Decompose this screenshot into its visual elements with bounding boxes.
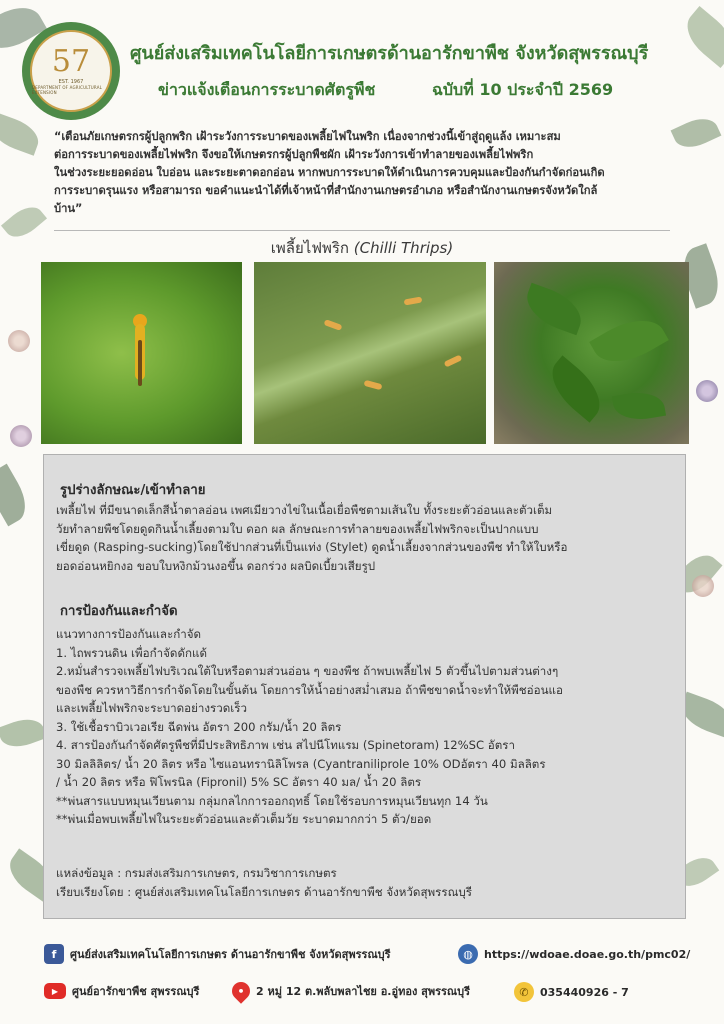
decorative-flower: [8, 330, 30, 352]
text-line: 4. สารป้องกันกำจัดศัตรูพืชที่มีประสิทธิภาพ เช่น สไปนีโทแรม (Spinetoram) 12%SC อัตรา: [56, 738, 515, 752]
pest-name-latin: (Chilli Thrips): [353, 239, 454, 257]
page-title: ศูนย์ส่งเสริมเทคโนโลยีการเกษตรด้านอารักขาพืช จังหวัดสุพรรณบุรี: [130, 43, 649, 64]
footer-youtube[interactable]: [44, 982, 199, 1000]
decorative-leaf: [0, 464, 34, 527]
issue-number: ฉบับที่ 10 ประจำปี 2569: [432, 80, 614, 99]
intro-line: “เตือนภัยเกษตรกรผู้ปลูกพริก เฝ้าระวังการระบาดของเพลี้ยไฟในพริก เนื่องจากช่วงนี้เข้าสู่ฤดูแล้ง เหมาะสม: [54, 130, 561, 143]
phone-icon: ✆: [514, 982, 534, 1002]
text-line: 30 มิลลิลิตร/ น้ำ 20 ลิตร หรือ ไซแอนทรานิลิโพรล (Cyantraniliprole 10% ODอัตรา 40 มิลลิตร: [56, 756, 546, 771]
text-line: 1. ไถพรวนดิน เพื่อกำจัดดักแด้: [56, 645, 208, 660]
text-line: แหล่งข้อมูล : กรมส่งเสริมการเกษตร, กรมวิชาการเกษตร: [56, 866, 337, 880]
location-pin-icon: •: [228, 978, 253, 1003]
footer-address: [232, 982, 470, 1000]
footer-website[interactable]: [458, 944, 690, 964]
decorative-leaf: [0, 713, 47, 752]
text-line: ยอดอ่อนหยิกงอ ขอบใบหงิกม้วนงอขึ้น ดอกร่วง ผลบิดเบี้ยวเสียรูป: [56, 558, 376, 573]
logo-dept: DEPARTMENT OF AGRICULTURAL EXTENSION: [32, 85, 103, 95]
footer-facebook[interactable]: [44, 944, 391, 964]
text-line: เพลี้ยไฟ ที่มีขนาดเล็กสีน้ำตาลอ่อน เพศเมียวางไข่ในเนื้อเยื่อพืชตามเส้นใบ ทั้งระยะตัวอ่อนและตัวเต็ม: [56, 503, 553, 517]
text-line: และเพลี้ยไฟพริกจะระบาดอย่างรวดเร็ว: [56, 701, 248, 715]
text-line: วัยทำลายพืชโดยดูดกินน้ำเลี้ยงตามใบ ดอก ผล ลักษณะการทำลายของเพลี้ยไฟพริกจะเป็นปากแบบ: [56, 521, 539, 536]
page-subtitle: ข่าวแจ้งเตือนการระบาดศัตรูพืช: [158, 80, 376, 99]
decorative-flower: [692, 575, 714, 597]
text-line: / น้ำ 20 ลิตร หรือ ฟิโพรนิล (Fipronil) 5% SC อัตรา 40 มล/ น้ำ 20 ลิตร: [56, 775, 422, 789]
text-line: เรียบเรียงโดย : ศูนย์ส่งเสริมเทคโนโลยีการเกษตร ด้านอารักขาพืช จังหวัดสุพรรณบุรี: [56, 884, 472, 899]
text-line: **พ่นเมื่อพบเพลี้ยไฟในระยะตัวอ่อนและตัวเต็มวัย ระบาดมากกว่า 5 ตัว/ยอด: [56, 812, 432, 826]
facebook-page-name: ศูนย์ส่งเสริมเทคโนโลยีการเกษตร ด้านอารักขาพืช จังหวัดสุพรรณบุรี: [70, 948, 391, 961]
section-heading-damage: รูปร่างลักษณะ/เข้าทำลาย: [60, 483, 206, 498]
intro-line: ในช่วงระยะยอดอ่อน ใบอ่อน และระยะตาดอกอ่อน หากพบการระบาดให้ดำเนินการควบคุมและป้องกันกำจัดก่อนเกิด: [54, 166, 605, 179]
photo-damaged-chilli-plant: [494, 262, 689, 444]
divider: [54, 230, 670, 231]
youtube-channel-name: ศูนย์อารักขาพืช สุพรรณบุรี: [72, 985, 200, 998]
logo-number: 57: [51, 44, 91, 79]
thrips-illustration: [129, 310, 151, 390]
youtube-icon: ▶: [44, 983, 66, 999]
source-credits: [56, 864, 676, 901]
intro-line: บ้าน”: [54, 202, 83, 215]
text-line: 3. ใช้เชื้อราบิวเวอเรีย ฉีดพ่น อัตรา 200 กรัม/น้ำ 20 ลิตร: [56, 719, 342, 734]
control-measures: [56, 625, 676, 829]
department-logo: [22, 22, 120, 120]
phone-number: 035440926 - 7: [540, 985, 629, 999]
text-line: ของพืช ควรหาวิธีการกำจัดโดยในขั้นต้น โดยการให้น้ำอย่างสม่ำเสมอ ถ้าพืชขาดน้ำจะทำให้พืชอ่อนแอ: [56, 682, 563, 697]
footer: [0, 936, 724, 1024]
pest-name-thai: เพลี้ยไฟพริก: [270, 239, 349, 257]
pest-name: [0, 236, 724, 260]
photo-thrips-nymphs: [254, 262, 486, 444]
logo-est: EST. 1967: [58, 79, 84, 85]
decorative-flower: [10, 425, 32, 447]
address-text: 2 หมู่ 12 ต.พลับพลาไชย อ.อู่ทอง สุพรรณบุรี: [256, 985, 471, 998]
section-heading-control: การป้องกันและกำจัด: [60, 604, 178, 619]
decorative-leaf: [0, 112, 43, 155]
facebook-icon: f: [44, 944, 64, 964]
info-box: [43, 454, 686, 919]
text-line: 2.หมั่นสำรวจเพลี้ยไฟบริเวณใต้ใบหรือตามส่วนอ่อน ๆ ของพืช ถ้าพบเพลี้ยไฟ 5 ตัวขึ้นไปตามส่วนต่างๆ: [56, 664, 559, 678]
damage-description: [56, 501, 676, 575]
text-line: เขี่ยดูด (Rasping-sucking)โดยใช้ปากส่วนที่เป็นแท่ง (Stylet) ดูดน้ำเลี้ยงจากส่วนของพืช ทำให้ใบหรือ: [56, 540, 568, 554]
photo-thrips-adult: [41, 262, 242, 444]
intro-warning: [54, 128, 670, 218]
globe-icon: ◍: [458, 944, 478, 964]
website-url: https://wdoae.doae.go.th/pmc02/: [484, 947, 691, 961]
decorative-leaf: [671, 112, 722, 154]
intro-line: ต่อการระบาดของเพลี้ยไฟพริก จึงขอให้เกษตรกรผู้ปลูกพืชผัก เฝ้าระวังการเข้าทำลายของเพลี้ยไฟพริก: [54, 148, 534, 161]
decorative-flower: [696, 380, 718, 402]
footer-phone[interactable]: [514, 982, 629, 1002]
text-line: แนวทางการป้องกันและกำจัด: [56, 627, 202, 641]
intro-line: การระบาดรุนแรง หรือสามารถ ขอคำแนะนำได้ที่เจ้าหน้าที่สำนักงานเกษตรอำเภอ หรือสำนักงานเกษตรจังหวัดใกล้: [54, 184, 598, 197]
text-line: **พ่นสารแบบหมุนเวียนตาม กลุ่มกลไกการออกฤทธิ์ โดยใช้รอบการหมุนเวียนทุก 14 วัน: [56, 793, 488, 808]
